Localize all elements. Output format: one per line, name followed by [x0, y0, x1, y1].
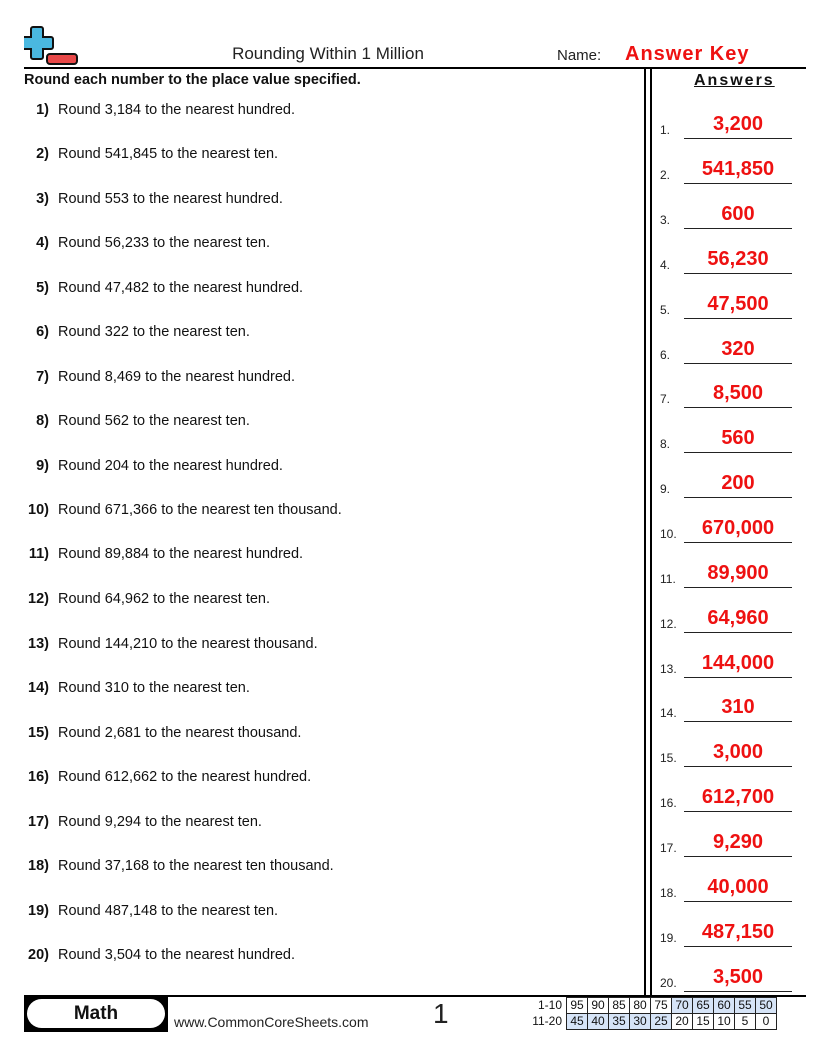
problem-text: Round 541,845 to the nearest ten.: [58, 146, 279, 162]
answer-line: [684, 363, 792, 365]
problem-text: Round 47,482 to the nearest hundred.: [58, 280, 304, 296]
answer-line: [684, 452, 792, 454]
problem-number: 6): [36, 324, 49, 340]
score-cell: 85: [609, 998, 630, 1014]
answer-item: [660, 423, 800, 453]
answer-line: [684, 183, 792, 185]
problem-number: 4): [36, 235, 49, 251]
score-cell: 5: [735, 1014, 756, 1030]
name-value: Answer Key: [625, 43, 750, 65]
score-cell: 65: [693, 998, 714, 1014]
answer-line: [684, 542, 792, 544]
answer-line: [684, 407, 792, 409]
answer-item: [660, 244, 800, 274]
answer-number: 13.: [660, 662, 677, 676]
problem-text: Round 89,884 to the nearest hundred.: [58, 546, 304, 562]
answer-item: [660, 692, 800, 722]
answer-item: [660, 962, 800, 992]
answer-line: [684, 901, 792, 903]
answer-item: [660, 378, 800, 408]
answer-number: 4.: [660, 258, 671, 272]
column-divider: [644, 68, 652, 996]
problem-text: Round 8,469 to the nearest hundred.: [58, 369, 296, 385]
answer-line: [684, 721, 792, 723]
problem-text: Round 310 to the nearest ten.: [58, 680, 250, 696]
score-cell: 45: [567, 1014, 588, 1030]
answer-number: 16.: [660, 796, 677, 810]
answer-value: 320: [721, 338, 755, 360]
answer-item: [660, 648, 800, 678]
answer-number: 20.: [660, 976, 677, 990]
answer-value: 310: [721, 696, 755, 718]
answer-number: 8.: [660, 437, 671, 451]
answer-number: 15.: [660, 751, 677, 765]
score-row-label: 1-10: [537, 998, 562, 1012]
answer-item: [660, 827, 800, 857]
problem-number: 19): [28, 903, 49, 919]
answer-value: 560: [721, 427, 755, 449]
answer-value: 89,900: [707, 562, 769, 584]
answer-line: [684, 497, 792, 499]
answer-value: 3,500: [712, 966, 764, 988]
score-row: [520, 1014, 777, 1030]
answer-number: 18.: [660, 886, 677, 900]
answer-line: [684, 766, 792, 768]
answer-number: 5.: [660, 303, 671, 317]
score-cell: 15: [693, 1014, 714, 1030]
problem-number: 12): [28, 591, 49, 607]
logo: [24, 25, 80, 67]
answer-item: [660, 872, 800, 902]
problem-text: Round 64,962 to the nearest ten.: [58, 591, 271, 607]
problem-text: Round 322 to the nearest ten.: [58, 324, 250, 340]
score-cell: 30: [630, 1014, 651, 1030]
problem-number: 20): [28, 947, 49, 963]
answer-line: [684, 856, 792, 858]
answer-number: 3.: [660, 213, 671, 227]
answer-number: 6.: [660, 348, 671, 362]
problem-number: 8): [36, 413, 49, 429]
name-label: Name:: [557, 47, 602, 64]
score-cell: 0: [756, 1014, 777, 1030]
problem-text: Round 144,210 to the nearest thousand.: [58, 636, 318, 652]
answer-item: [660, 737, 800, 767]
answer-value: 200: [721, 472, 755, 494]
answer-number: 17.: [660, 841, 677, 855]
answer-line: [684, 632, 792, 634]
answer-line: [684, 587, 792, 589]
answer-value: 670,000: [701, 517, 775, 539]
page-number: 1: [433, 998, 449, 1029]
problem-text: Round 553 to the nearest hundred.: [58, 191, 283, 207]
answer-value: 64,960: [707, 607, 769, 629]
answer-number: 1.: [660, 123, 671, 137]
problem-number: 16): [28, 769, 49, 785]
answer-value: 612,700: [701, 786, 775, 808]
answer-item: [660, 199, 800, 229]
answer-line: [684, 273, 792, 275]
problem-number: 7): [36, 369, 49, 385]
score-cell: 50: [756, 998, 777, 1014]
answer-value: 56,230: [707, 248, 769, 270]
worksheet-title: Rounding Within 1 Million: [232, 44, 424, 63]
answer-number: 9.: [660, 482, 671, 496]
answer-item: [660, 154, 800, 184]
score-cell: 95: [567, 998, 588, 1014]
score-row: [520, 998, 777, 1014]
answer-value: 8,500: [712, 382, 764, 404]
problem-number: 11): [28, 546, 49, 562]
answer-item: [660, 603, 800, 633]
answer-line: [684, 228, 792, 230]
answer-item: [660, 558, 800, 588]
answers-heading: Answers: [694, 72, 775, 89]
problem-number: 13): [28, 636, 49, 652]
score-cell: 55: [735, 998, 756, 1014]
problem-text: Round 204 to the nearest hundred.: [58, 458, 283, 474]
problem-number: 9): [36, 458, 49, 474]
answer-item: [660, 782, 800, 812]
problem-number: 15): [28, 725, 49, 741]
problem-number: 2): [36, 146, 49, 162]
score-cell: 90: [588, 998, 609, 1014]
answer-value: 600: [721, 203, 755, 225]
problem-number: 5): [36, 280, 49, 296]
score-cell: 20: [672, 1014, 693, 1030]
problem-number: 10): [28, 502, 49, 518]
score-cell: 60: [714, 998, 735, 1014]
score-cell: 35: [609, 1014, 630, 1030]
score-cell: 80: [630, 998, 651, 1014]
answer-line: [684, 138, 792, 140]
answer-value: 144,000: [701, 652, 775, 674]
problem-text: Round 3,184 to the nearest hundred.: [58, 102, 296, 118]
score-cell: 10: [714, 1014, 735, 1030]
answer-value: 3,000: [712, 741, 764, 763]
answer-number: 11.: [660, 572, 676, 586]
answer-line: [684, 318, 792, 320]
answer-line: [684, 946, 792, 948]
answer-line: [684, 677, 792, 679]
problem-number: 17): [28, 814, 49, 830]
answer-value: 40,000: [707, 876, 769, 898]
problem-text: Round 562 to the nearest ten.: [58, 413, 250, 429]
problem-text: Round 56,233 to the nearest ten.: [58, 235, 271, 251]
answer-number: 19.: [660, 931, 677, 945]
problem-number: 1): [36, 102, 49, 118]
subject-badge: Math: [27, 999, 165, 1028]
problem-number: 3): [36, 191, 49, 207]
answer-number: 2.: [660, 168, 671, 182]
answer-item: [660, 917, 800, 947]
score-cell: 75: [651, 998, 672, 1014]
problem-text: Round 671,366 to the nearest ten thousand.: [58, 502, 342, 518]
header-divider: [24, 67, 806, 69]
problem-text: Round 487,148 to the nearest ten.: [58, 903, 279, 919]
answer-line: [684, 991, 792, 993]
instructions: Round each number to the place value specified.: [24, 72, 361, 88]
problem-number: 18): [28, 858, 49, 874]
answer-item: [660, 468, 800, 498]
score-row-label: 11-20: [532, 1014, 562, 1028]
site-link[interactable]: www.CommonCoreSheets.com: [174, 1014, 369, 1030]
answer-value: 487,150: [701, 921, 775, 943]
score-cell: 40: [588, 1014, 609, 1030]
problem-text: Round 9,294 to the nearest ten.: [58, 814, 262, 830]
answer-value: 47,500: [707, 293, 769, 315]
answer-item: [660, 334, 800, 364]
answer-item: [660, 289, 800, 319]
answer-number: 10.: [660, 527, 677, 541]
answer-value: 541,850: [701, 158, 775, 180]
answer-value: 3,200: [712, 113, 764, 135]
plus-minus-logo-icon: [24, 25, 80, 67]
problem-text: Round 3,504 to the nearest hundred.: [58, 947, 296, 963]
answer-item: [660, 109, 800, 139]
score-table: [520, 997, 777, 1030]
answer-value: 9,290: [712, 831, 764, 853]
problem-text: Round 2,681 to the nearest thousand.: [58, 725, 302, 741]
answer-number: 7.: [660, 392, 671, 406]
answer-item: [660, 513, 800, 543]
answer-number: 12.: [660, 617, 677, 631]
problem-text: Round 37,168 to the nearest ten thousand.: [58, 858, 334, 874]
score-cell: 70: [672, 998, 693, 1014]
score-cell: 25: [651, 1014, 672, 1030]
problem-number: 14): [28, 680, 49, 696]
answer-number: 14.: [660, 706, 677, 720]
problem-text: Round 612,662 to the nearest hundred.: [58, 769, 312, 785]
answer-line: [684, 811, 792, 813]
